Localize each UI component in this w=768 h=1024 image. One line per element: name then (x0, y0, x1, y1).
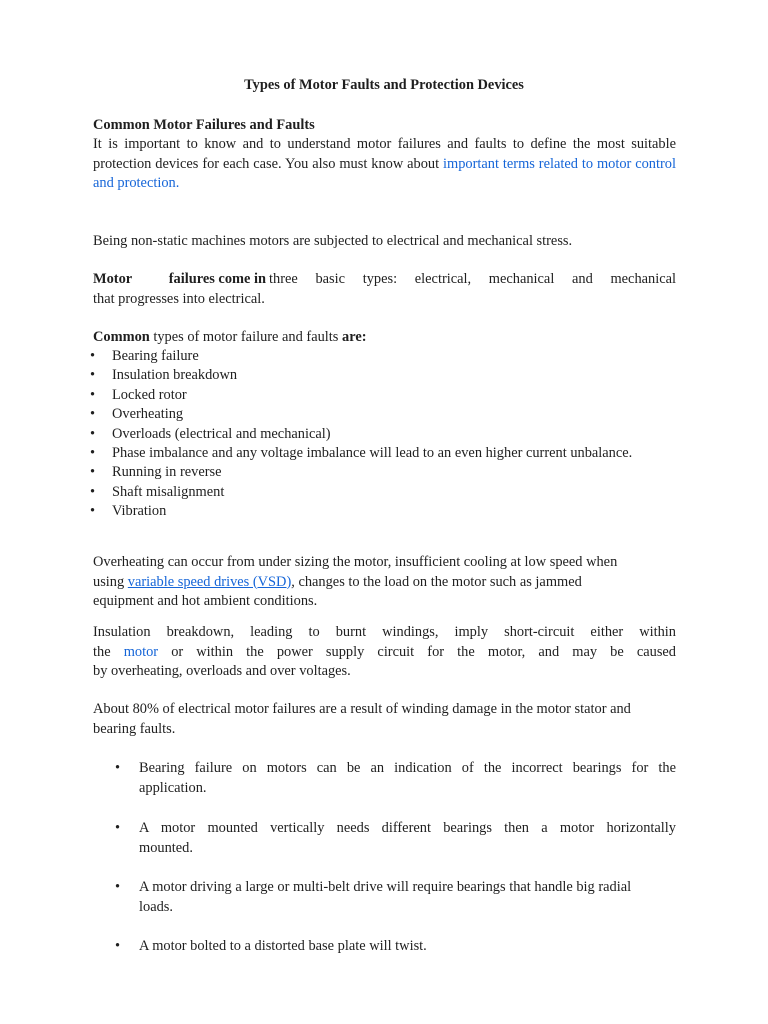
failure-type-item (90, 425, 713, 444)
insulation-line3: by overheating, overloads and over voltages. (93, 663, 351, 679)
bearing-point-text (139, 759, 676, 798)
failure-type-item (90, 502, 713, 521)
bullet: • (90, 464, 96, 481)
bullet: • (90, 503, 96, 520)
bold-failures: failures come in (168, 271, 266, 287)
bullet: • (115, 938, 121, 954)
bearing-point-line2: loads. (139, 898, 173, 915)
failure-type-label: Overloads (electrical and mechanical) (112, 425, 331, 442)
failure-type-item (90, 347, 713, 366)
failure-type-item (90, 386, 713, 405)
bullet: • (115, 760, 121, 776)
failure-type-item (90, 463, 713, 482)
intro-paragraph (93, 135, 676, 194)
basic-types-bold (93, 270, 266, 290)
basic-types-line1 (93, 270, 676, 290)
bullet: • (115, 879, 121, 895)
winding-line1: About 80% of electrical motor failures are a result of winding damage in the motor stator and (93, 701, 631, 717)
bearing-point-line1: Bearing failure on motors can be an indication of the incorrect bearings for the (139, 760, 676, 776)
basic-types-rest: three basic types: electrical, mechanical and mechanical (269, 271, 676, 287)
winding-paragraph (93, 700, 676, 739)
section-heading: Common Motor Failures and Faults (93, 117, 315, 133)
document-title: Types of Motor Faults and Protection Devices (244, 77, 524, 93)
overheating-pre: using (93, 573, 128, 590)
insulation-pre: the (93, 643, 124, 660)
basic-types-paragraph (93, 270, 676, 309)
vsd-link[interactable]: variable speed drives (VSD) (127, 573, 292, 590)
basic-types-line2: that progresses into electrical. (93, 290, 265, 307)
failure-type-item (90, 444, 713, 463)
bearing-point-2 (115, 819, 676, 858)
stress-paragraph: Being non-static machines motors are subjected to electrical and mechanical stress. (93, 233, 573, 249)
insulation-post: or within the power supply circuit for the motor, and may be caused (158, 643, 676, 660)
bullet: • (115, 820, 121, 836)
failure-type-label: Insulation breakdown (112, 367, 238, 384)
failure-type-label: Running in reverse (112, 464, 222, 481)
bearing-point-text (139, 878, 676, 917)
failure-type-label: Shaft misalignment (112, 483, 225, 500)
failure-type-label: Vibration (112, 503, 167, 520)
intro-text: It is important to know and to understand motor failures and faults to define the most suitable protection devices for each case. You also must know about (93, 136, 676, 172)
insulation-paragraph (93, 623, 676, 682)
insulation-line1: Insulation breakdown, leading to burnt windings, imply short-circuit either within (93, 624, 676, 640)
winding-line2: bearing faults. (93, 720, 176, 737)
bearing-point-4 (115, 937, 676, 957)
overheating-paragraph (93, 553, 676, 612)
terms-link[interactable]: important terms related to motor control and protection. (93, 155, 676, 191)
bearing-point-line1: A motor bolted to a distorted base plate will twist. (139, 938, 427, 954)
bullet: • (90, 444, 96, 461)
bearing-point-line2: application. (139, 779, 207, 796)
failure-types-list (90, 347, 713, 522)
bullet: • (90, 483, 96, 500)
bullet: • (90, 367, 96, 384)
bullet: • (90, 386, 96, 403)
common-bold: Common (93, 329, 150, 345)
failure-type-item (90, 366, 713, 385)
overheating-line2 (93, 573, 676, 593)
bearing-point-text (139, 819, 676, 858)
bullet: • (90, 406, 96, 423)
bearing-point-text (139, 937, 676, 957)
bullet: • (90, 425, 96, 442)
bearing-point-1 (115, 759, 676, 798)
failure-type-label: Phase imbalance and any voltage imbalance will lead to an even higher current unbalance. (112, 444, 633, 461)
failure-type-label: Locked rotor (112, 386, 187, 403)
failure-type-item (90, 483, 713, 502)
overheating-line3: equipment and hot ambient conditions. (93, 593, 318, 609)
common-types-heading (93, 328, 676, 348)
common-middle: types of motor failure and faults (149, 329, 342, 345)
failure-type-label: Overheating (112, 406, 184, 423)
overheating-line1: Overheating can occur from under sizing the motor, insufficient cooling at low speed when (93, 554, 618, 570)
bearing-point-line1: A motor driving a large or multi-belt drive will require bearings that handle big radial (139, 879, 632, 895)
bearing-point-line2: mounted. (139, 839, 193, 856)
bold-motor: Motor (93, 271, 133, 287)
bullet: • (90, 348, 96, 364)
are-bold: are: (342, 329, 367, 345)
insulation-line2 (93, 643, 676, 663)
bearing-point-line1: A motor mounted vertically needs different bearings then a motor horizontally (139, 820, 676, 836)
failure-type-label: Bearing failure (112, 348, 199, 364)
failure-type-item (90, 405, 713, 424)
motor-link[interactable]: motor (123, 643, 159, 660)
bearing-point-3 (115, 878, 676, 917)
overheating-post: , changes to the load on the motor such as jammed (291, 573, 582, 590)
